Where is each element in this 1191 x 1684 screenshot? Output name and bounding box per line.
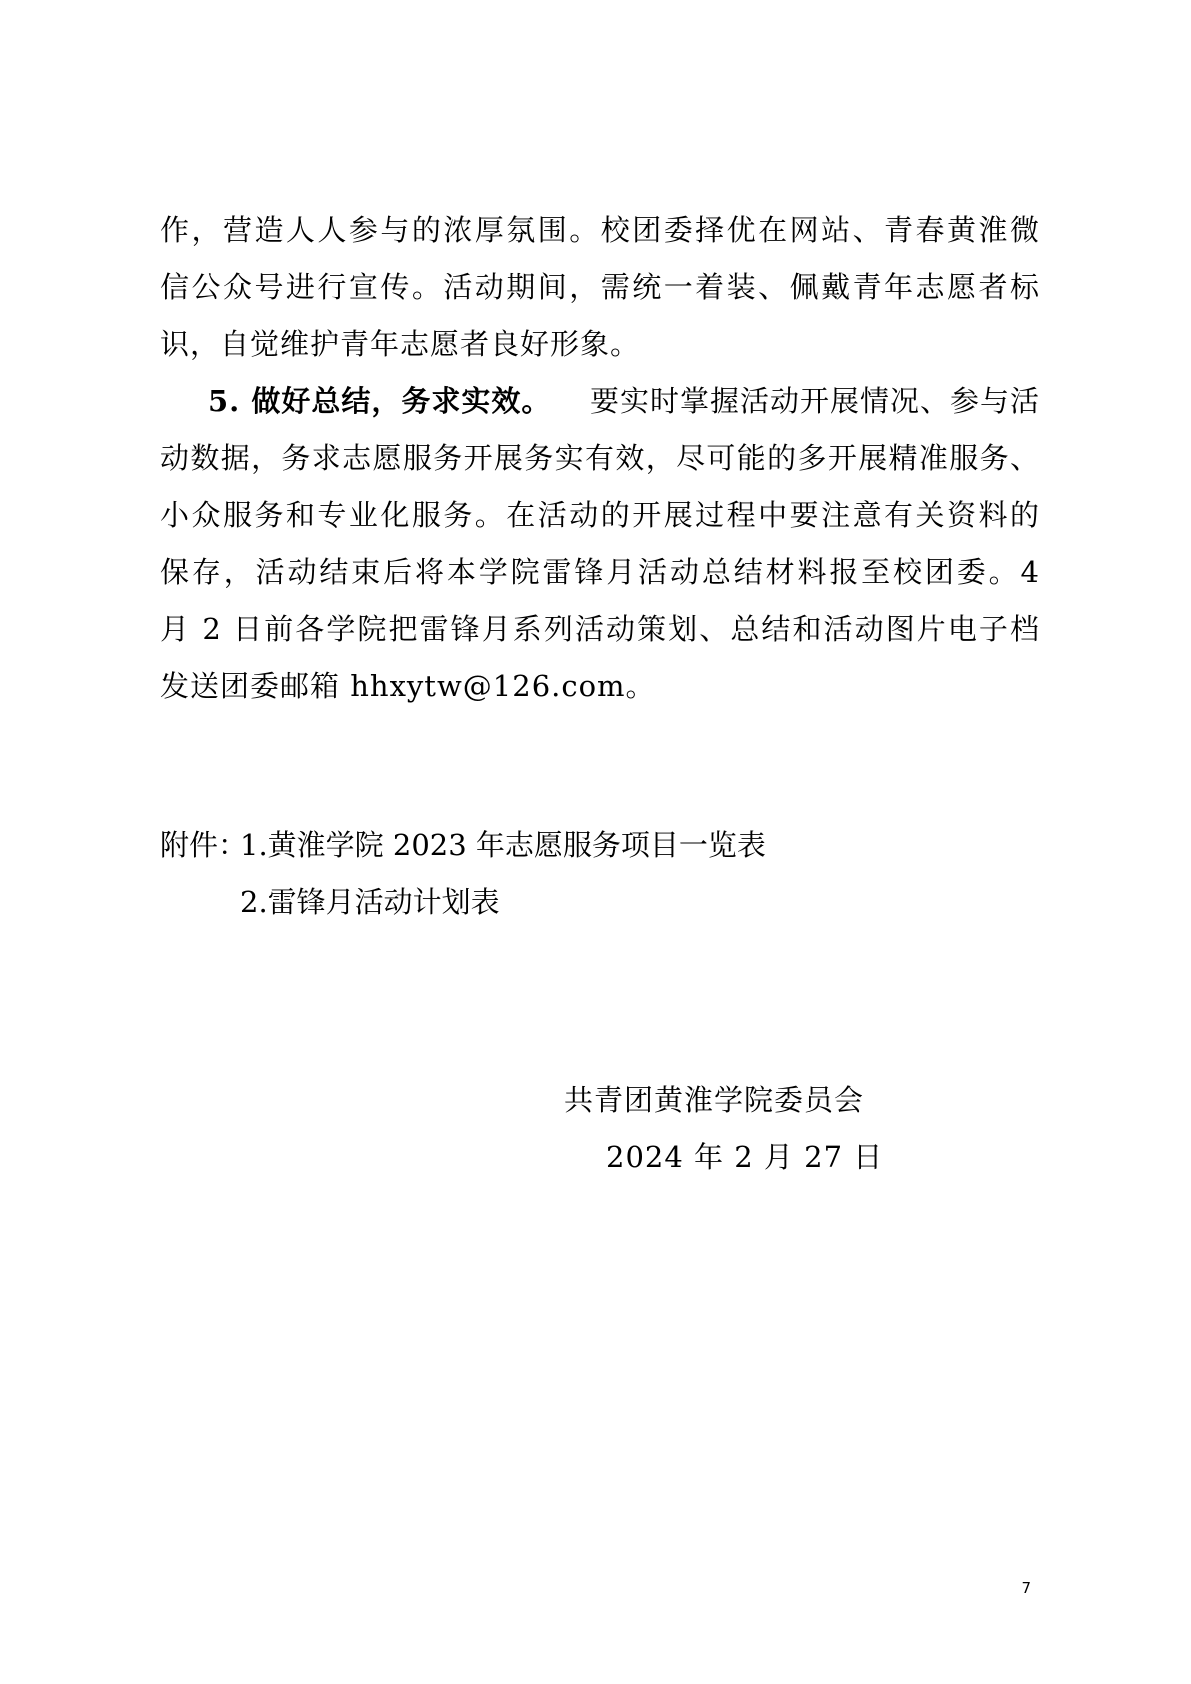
attachment-item: 1.黄淮学院 2023 年志愿服务项目一览表 bbox=[240, 828, 766, 862]
paragraph-text: 要实时掌握活动开展情况、参与活 bbox=[589, 384, 1040, 418]
paragraph-line: 作，营造人人参与的浓厚氛围。校团委择优在网站、青春黄淮微 bbox=[160, 213, 1040, 247]
paragraph-line: 月 2 日前各学院把雷锋月系列活动策划、总结和活动图片电子档 bbox=[160, 612, 1040, 646]
paragraph-first-line bbox=[208, 381, 1040, 421]
signature-organization: 共青团黄淮学院委员会 bbox=[564, 1083, 865, 1117]
page-number: 7 bbox=[1021, 1579, 1031, 1597]
paragraph-line: 小众服务和专业化服务。在活动的开展过程中要注意有关资料的 bbox=[160, 498, 1040, 532]
paragraph-line: 发送团委邮箱 hhxytw@126.com。 bbox=[160, 669, 656, 703]
section-heading: 5. 做好总结，务求实效。 bbox=[208, 384, 552, 418]
attachment-item: 2.雷锋月活动计划表 bbox=[240, 885, 500, 919]
paragraph-line: 识，自觉维护青年志愿者良好形象。 bbox=[160, 327, 641, 361]
signature-date: 2024 年 2 月 27 日 bbox=[606, 1140, 884, 1174]
paragraph-line: 保存，活动结束后将本学院雷锋月活动总结材料报至校团委。4 bbox=[160, 555, 1040, 589]
paragraph-line: 动数据，务求志愿服务开展务实有效，尽可能的多开展精准服务、 bbox=[160, 441, 1040, 475]
attachments-label: 附件： bbox=[160, 828, 248, 862]
paragraph-line: 信公众号进行宣传。活动期间，需统一着装、佩戴青年志愿者标 bbox=[160, 270, 1040, 304]
